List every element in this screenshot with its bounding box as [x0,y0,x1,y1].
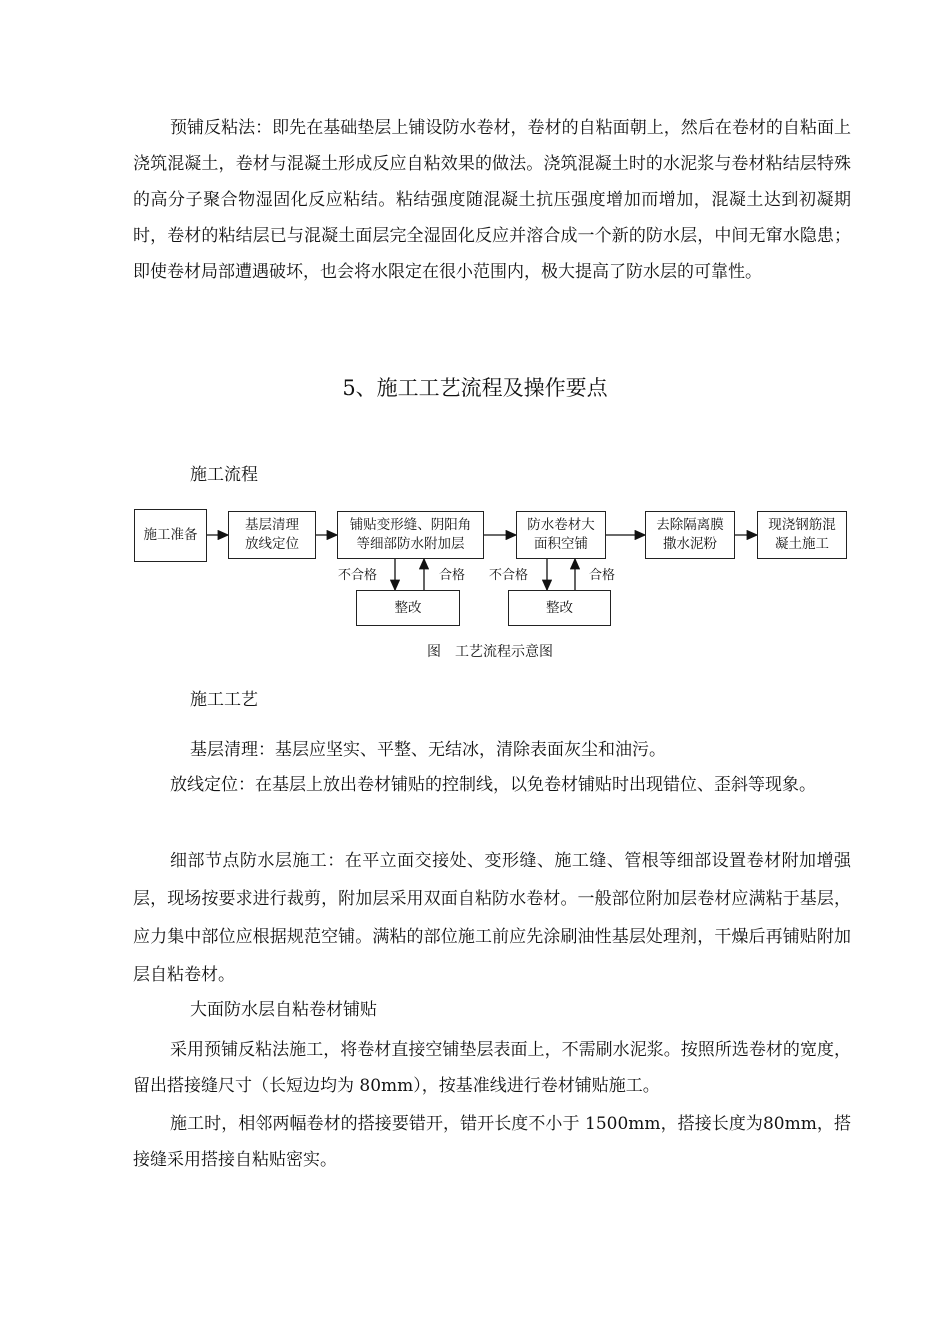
flow-rectify-2-label: 整改 [546,599,573,616]
flow-step-preparation [134,509,207,562]
layout-paragraph: 放线定位：在基层上放出卷材铺贴的控制线，以免卷材铺贴时出现错位、歪斜等现象。 [170,775,816,795]
overlap-paragraph: 施工时，相邻两幅卷材的搭接要错开，错开长度不小于 1500mm，搭接长度为80mm，搭接缝采用搭接自粘贴密实。 [133,1114,851,1170]
flow-step-remove-film-label: 去除隔离膜 撒水泥粉 [656,517,724,552]
flow-step-large-area-label: 防水卷材大 面积空铺 [527,517,595,552]
fail-label-2: 不合格 [489,568,529,583]
flow-step-concrete [757,511,847,559]
fail-label-1: 不合格 [338,568,378,583]
flow-step-detail-layer [337,511,484,559]
pre-laying-paragraph: 采用预铺反粘法施工，将卷材直接空铺垫层表面上，不需刷水泥浆。按照所选卷材的宽度，留出搭接缝尺寸（长短边均为 80mm），按基准线进行卷材铺贴施工。 [133,1040,851,1096]
large-area-heading: 大面防水层自粘卷材铺贴 [190,1000,377,1020]
flow-step-preparation-label: 施工准备 [143,527,198,543]
flow-step-cleaning [228,511,316,559]
flow-step-remove-film [645,511,735,559]
section-title: 5、施工工艺流程及操作要点 [342,376,608,400]
flow-step-large-area [516,511,606,559]
flow-rectify-2 [508,590,611,626]
flow-step-concrete-label: 现浇钢筋混 凝土施工 [768,517,836,552]
flow-heading: 施工流程 [190,465,258,485]
intro-paragraph: 预铺反粘法：即先在基础垫层上铺设防水卷材，卷材的自粘面朝上，然后在卷材的自粘面上浇筑混凝土，卷材与混凝土形成反应自粘效果的做法。浇筑混凝土时的水泥浆与卷材粘结层特殊的高分子聚合物湿固化反应粘结。粘结强度随混凝土抗压强度增加而增加，混凝土达到初凝期时，卷材的粘结层已与混凝土面层完全湿固化反应并溶合成一个新的防水层，中间无窜水隐患；即使卷材局部遭遇破坏，也会将水限定在很小范围内，极大提高了防水层的可靠性。 [133,118,851,282]
detail-paragraph: 细部节点防水层施工：在平立面交接处、变形缝、施工缝、管根等细部设置卷材附加增强层，现场按要求进行裁剪，附加层采用双面自粘防水卷材。一般部位附加层卷材应满粘于基层，应力集中部位应根据规范空铺。满粘的部位施工前应先涂刷油性基层处理剂，干燥后再铺贴附加层自粘卷材。 [133,851,851,985]
base-cleaning-paragraph: 基层清理：基层应坚实、平整、无结冰，清除表面灰尘和油污。 [190,740,666,760]
process-heading: 施工工艺 [190,690,258,710]
pass-label-2: 合格 [589,568,616,583]
pass-label-1: 合格 [439,568,466,583]
flow-rectify-1-label: 整改 [394,599,422,616]
flow-step-detail-layer-label: 铺贴变形缝、阴阳角 等细部防水附加层 [349,517,472,552]
flow-step-cleaning-label: 基层清理 放线定位 [245,517,299,552]
flowchart-caption: 图 工艺流程示意图 [427,644,553,660]
flow-rectify-1 [356,590,460,626]
